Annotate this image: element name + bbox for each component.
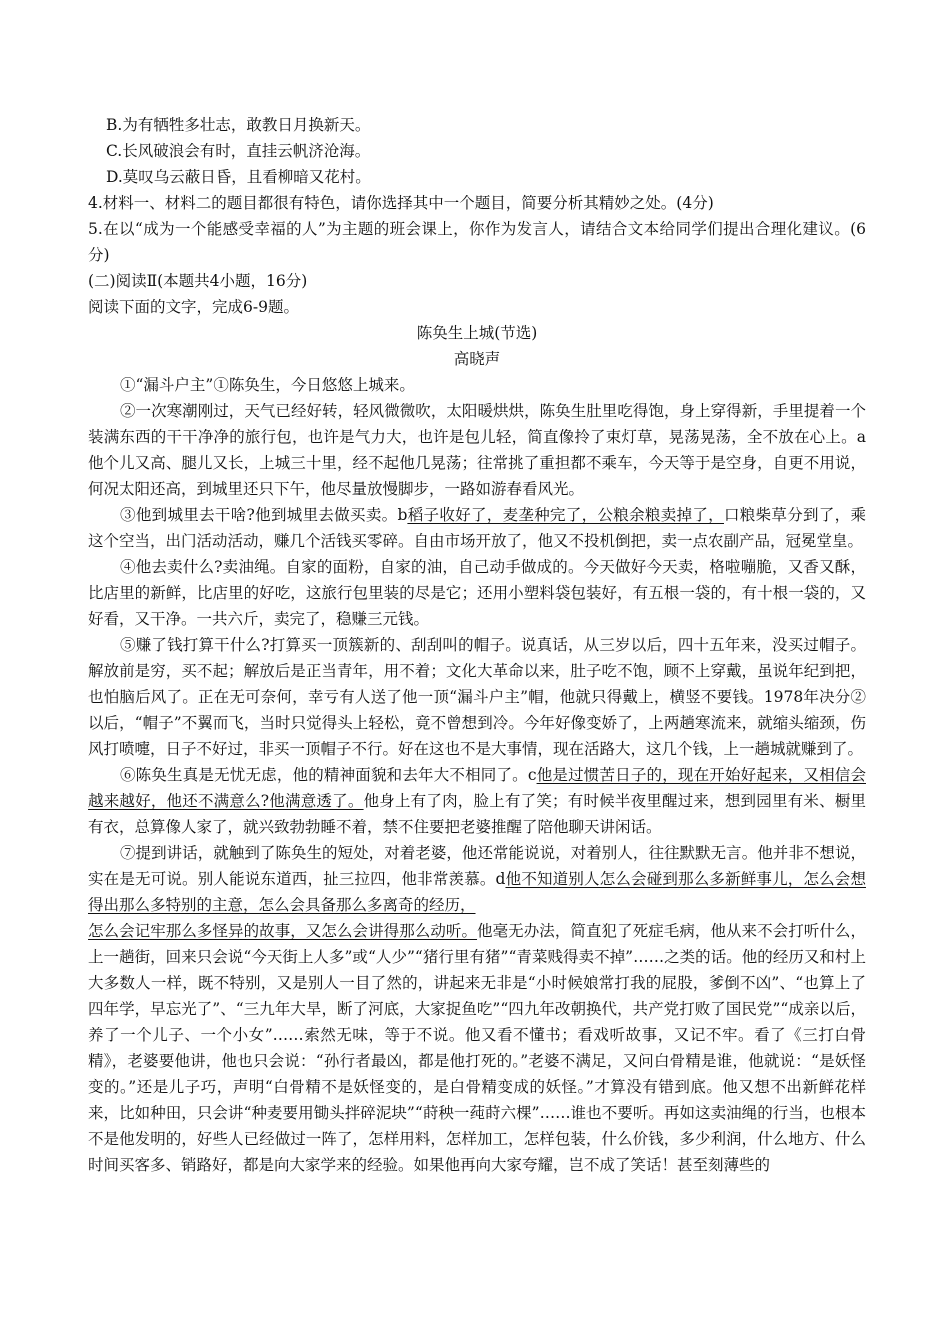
option-b: B.为有牺牲多壮志，敢教日月换新天。 (106, 116, 371, 134)
paragraph-6 (88, 762, 866, 840)
passage-title: 陈奂生上城(节选) (416, 324, 538, 342)
paragraph-6-lead: ⑥陈奂生真是无忧无虑，他的精神面貌和去年大不相同了。c (120, 766, 537, 784)
paragraph-4: ④他去卖什么?卖油绳。自家的面粉，自家的油，自己动手做成的。今天做好今天卖，格啦嘣脆，又香又酥，比店里的新鲜，比店里的好吃，这旅行包里装的尽是它；还用小塑料袋包装好，有五根一袋的，有十根一袋的，又好看，又干净。一共六斤，卖完了，稳赚三元钱。 (88, 558, 866, 628)
question-4: 4.材料一、材料二的题目都很有特色，请你选择其中一个题目，简要分析其精妙之处。(4分) (88, 194, 714, 212)
paragraph-3 (88, 502, 866, 554)
passage-author: 高晓声 (453, 350, 501, 368)
underlined-sentence-d-part1: 他不知道别人怎么会碰到那么多新鲜事儿，怎么会想得出那么多特别的主意，怎么会具备那么多离奇的经历， (88, 870, 866, 914)
question-5: 5.在以“成为一个能感受幸福的人”为主题的班会课上，你作为发言人，请结合文本给同学们提出合理化建议。(6分) (88, 220, 866, 264)
paragraph-5: ⑤赚了钱打算干什么?打算买一顶簇新的、刮刮叫的帽子。说真话，从三岁以后，四十五年来，没买过帽子。解放前是穷，买不起；解放后是正当青年，用不着；文化大革命以来，肚子吃不饱，顾不上穿戴，虽说年纪到把，也怕脑后风了。正在无可奈何，幸亏有人送了他一顶“漏斗户主”帽，他就只得戴上，横竖不要钱。1978年决分②以后，“帽子”不翼而飞，当时只觉得头上轻松，竟不曾想到冷。今年好像变娇了，上两趟寒流来，就缩头缩颈，伤风打喷嚏，日子不好过，非买一顶帽子不行。好在这也不是大事情，现在活路大，这几个钱，上一趟城就赚到了。 (88, 636, 866, 758)
option-d: D.莫叹乌云蔽日昏，且看柳暗又花村。 (106, 168, 371, 186)
paragraph-6-rest: 他身上有了肉，脸上有了笑；有时候半夜里醒过来，想到园里有米、橱里有衣，总算像人家了，就兴致勃勃睡不着，禁不住要把老婆推醒了陪他聊天讲闲话。 (88, 792, 867, 836)
underlined-sentence-b: 稻子收好了，麦垄种完了，公粮余粮卖掉了， (407, 506, 724, 524)
section-heading: (二)阅读Ⅱ(本题共4小题，16分) (88, 272, 308, 290)
paragraph-7-rest: 他毫无办法，简直犯了死症毛病，他从来不会打听什么，上一趟街，回来只会说“今天街上人多”或“人少”“猪行里有猪”“青菜贱得卖不掉”……之类的话。他的经历又和村上大多数人一样，既不特别，又是别人一目了然的，讲起来无非是“小时候娘常打我的屁股，爹倒不凶”、“也算上了四年学，早忘光了”、“三九年大旱，断了河底，大家捉鱼吃”“四九年改朝换代，共产党打败了国民党”“成亲以后，养了一个儿子、一个小女”……索然无味，等于不说。他又看不懂书；看戏听故事，又记不牢。看了《三打白骨精》，老婆要他讲，他也只会说：“孙行者最凶，都是他打死的。”老婆不满足，又问白骨精是谁，他就说：“是妖怪变的。”还是儿子巧，声明“白骨精不是妖怪变的，是白骨精变成的妖怪。”才算没有错到底。他又想不出新鲜花样来，比如种田，只会讲“种麦要用锄头拌碎泥块”“莳秧一莼莳六棵”……谁也不要听。再如这卖油绳的行当，也根本不是他发明的，好些人已经做过一阵了，怎样用料，怎样加工，怎样包装，什么价钱，多少利润，什么地方、什么时间买客多、销路好，都是向大家学来的经验。如果他再向大家夸耀，岂不成了笑话！甚至刻薄些的 (88, 922, 866, 1174)
paragraph-3-rest: 口粮柴草分到了，乘这个空当，出门活动活动，赚几个活钱买零碎。自由市场开放了，他又不投机倒把，卖一点农副产品，冠冕堂皇。 (88, 506, 866, 550)
paragraph-2: ②一次寒潮刚过，天气已经好转，轻风微微吹，太阳暖烘烘，陈奂生肚里吃得饱，身上穿得新，手里提着一个装满东西的干干净净的旅行包，也许是气力大，也许是包儿轻，简直像拎了束灯草，晃荡晃荡，全不放在心上。a他个儿又高、腿儿又长，上城三十里，经不起他几晃荡；往常挑了重担都不乘车，今天等于是空身，自更不用说，何况太阳还高，到城里还只下午，他尽量放慢脚步，一路如游春看风光。 (88, 402, 866, 498)
paragraph-7 (88, 840, 866, 1178)
paragraph-3-lead: ③他到城里去干啥?他到城里去做买卖。b (120, 506, 408, 524)
paragraph-7-lead: ⑦提到讲话，就触到了陈奂生的短处，对着老婆，他还常能说说，对着别人，往往默默无言。他并非不想说，实在是无可说。别人能说东道西，扯三拉四，他非常羡慕。d (88, 844, 866, 888)
option-c: C.长风破浪会有时，直挂云帆济沧海。 (106, 142, 371, 160)
underlined-sentence-c: 他是过惯苦日子的，现在开始好起来，又相信会越来越好，他还不满意么?他满意透了。 (88, 766, 866, 810)
reading-instruction: 阅读下面的文字，完成6-9题。 (88, 298, 299, 316)
paragraph-1: ①“漏斗户主”①陈奂生，今日悠悠上城来。 (120, 376, 415, 394)
underlined-sentence-d-part2: 怎么会记牢那么多怪异的故事，又怎么会讲得那么动听。 (88, 922, 478, 940)
